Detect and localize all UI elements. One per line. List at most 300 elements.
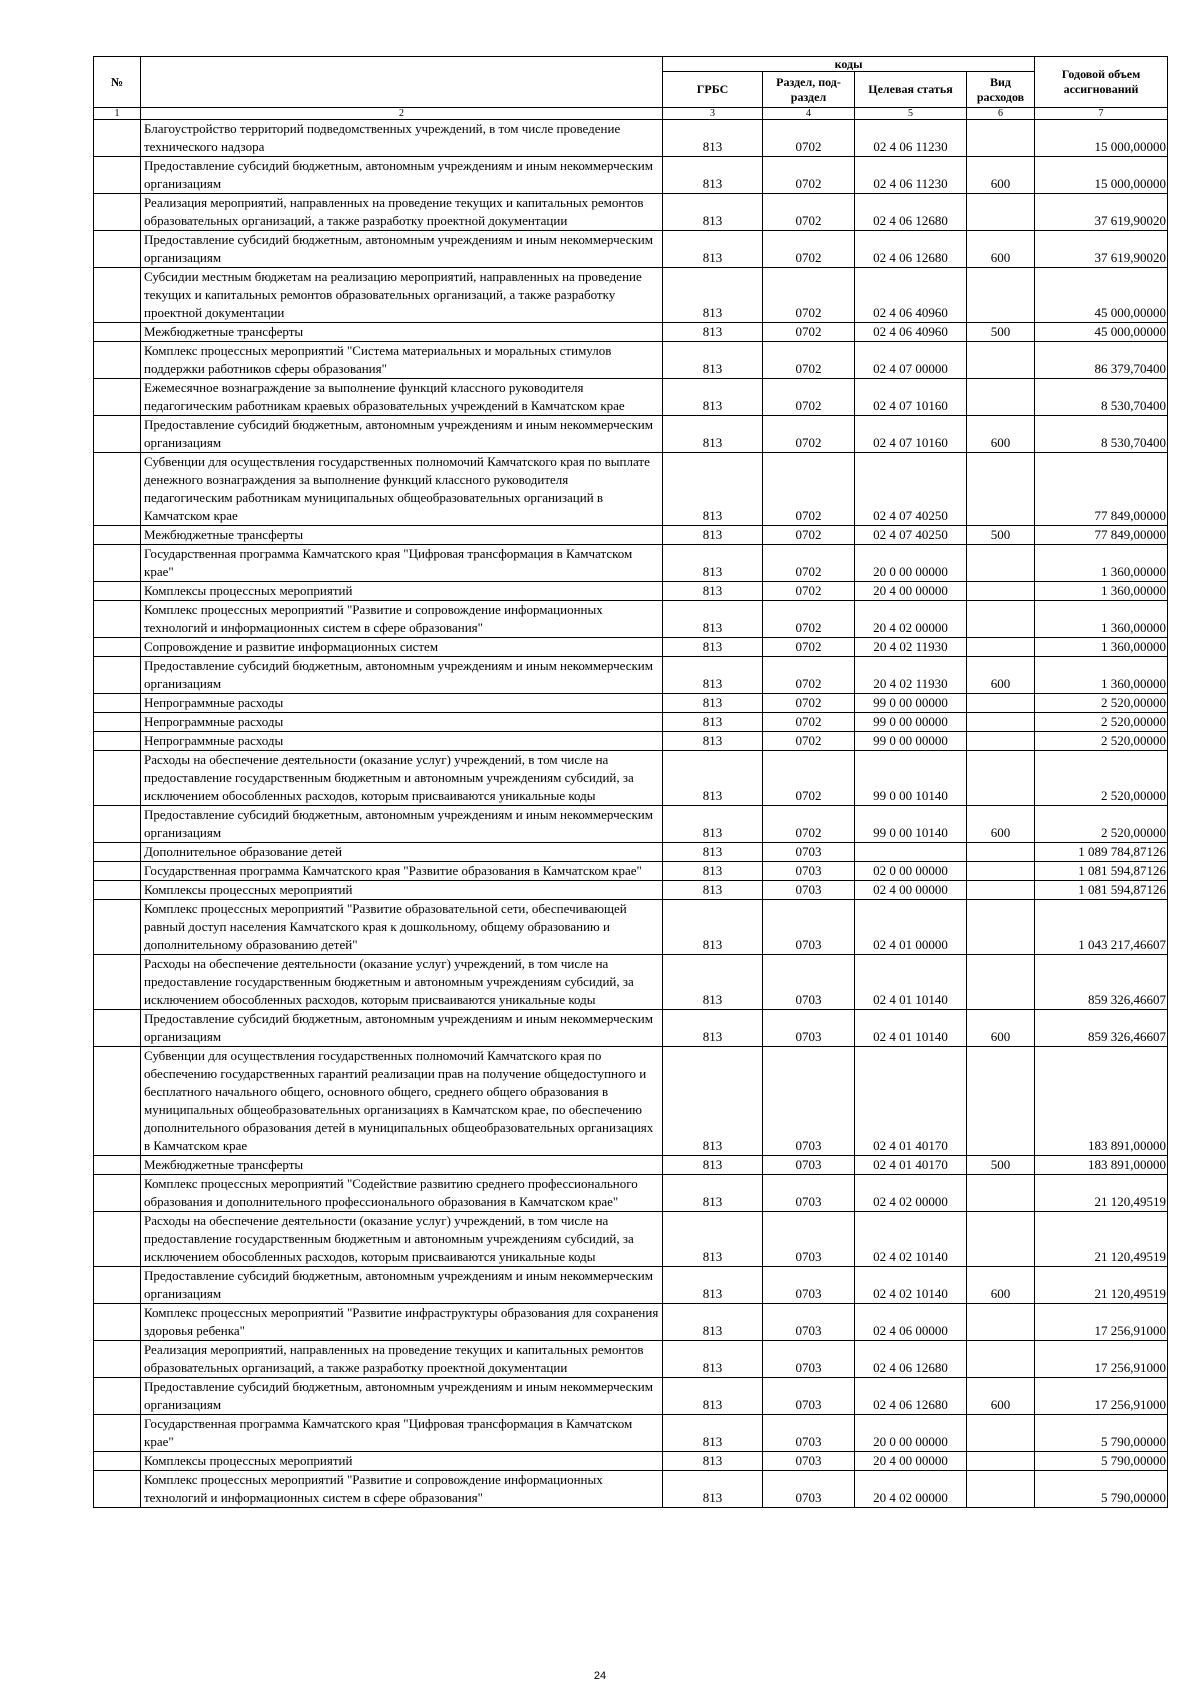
target-code: 02 4 01 00000 [855,900,967,955]
row-name: Государственная программа Камчатского края "Цифровая трансформация в Камчатском крае" [141,545,663,582]
grbs-code: 813 [663,416,763,453]
section-code: 0703 [763,1471,855,1508]
section-code: 0703 [763,862,855,881]
target-code [855,843,967,862]
expense-kind [967,751,1035,806]
annual-volume: 37 619,90020 [1035,231,1168,268]
expense-kind [967,1415,1035,1452]
grbs-code: 813 [663,1304,763,1341]
row-number-cell [94,1304,141,1341]
grbs-code: 813 [663,732,763,751]
section-code: 0703 [763,1010,855,1047]
grbs-code: 813 [663,545,763,582]
table-row [94,806,1168,843]
row-number-cell [94,342,141,379]
target-code: 20 4 02 00000 [855,601,967,638]
expense-kind [967,601,1035,638]
row-name: Предоставление субсидий бюджетным, автономным учреждениям и иным некоммерческим организациям [141,1267,663,1304]
row-number-cell [94,231,141,268]
target-code: 02 4 06 12680 [855,231,967,268]
grbs-code: 813 [663,1156,763,1175]
grbs-code: 813 [663,157,763,194]
annual-volume: 45 000,00000 [1035,268,1168,323]
table-row [94,416,1168,453]
section-code: 0703 [763,1212,855,1267]
expense-kind [967,1452,1035,1471]
target-code: 02 4 07 00000 [855,342,967,379]
expense-kind: 600 [967,657,1035,694]
row-name: Государственная программа Камчатского края "Развитие образования в Камчатском крае" [141,862,663,881]
row-number-cell [94,545,141,582]
expense-kind [967,120,1035,157]
row-name: Предоставление субсидий бюджетным, автономным учреждениям и иным некоммерческим организациям [141,1010,663,1047]
section-code: 0702 [763,268,855,323]
row-number-cell [94,1378,141,1415]
row-name: Комплекс процессных мероприятий "Развитие и сопровождение информационных технологий и информационных систем в сфере образования" [141,1471,663,1508]
budget-table-sheet [93,56,1167,1508]
row-name: Непрограммные расходы [141,694,663,713]
section-code: 0702 [763,732,855,751]
table-row [94,955,1168,1010]
row-name: Благоустройство территорий подведомственных учреждений, в том числе проведение технического надзора [141,120,663,157]
row-name: Предоставление субсидий бюджетным, автономным учреждениям и иным некоммерческим организациям [141,157,663,194]
section-code: 0702 [763,601,855,638]
grbs-code: 813 [663,751,763,806]
annual-volume: 8 530,70400 [1035,379,1168,416]
grbs-code: 813 [663,342,763,379]
row-name: Предоставление субсидий бюджетным, автономным учреждениям и иным некоммерческим организациям [141,657,663,694]
row-name: Комплексы процессных мероприятий [141,881,663,900]
table-row [94,545,1168,582]
annual-volume: 2 520,00000 [1035,751,1168,806]
grbs-code: 813 [663,526,763,545]
target-code: 02 4 01 40170 [855,1047,967,1156]
section-code: 0702 [763,545,855,582]
grbs-code: 813 [663,900,763,955]
table-row [94,194,1168,231]
target-code: 02 4 02 10140 [855,1267,967,1304]
expense-kind [967,1047,1035,1156]
expense-kind [967,342,1035,379]
row-name: Государственная программа Камчатского края "Цифровая трансформация в Камчатском крае" [141,1415,663,1452]
expense-kind [967,582,1035,601]
table-row [94,268,1168,323]
table-row [94,1471,1168,1508]
row-number-cell [94,881,141,900]
expense-kind [967,713,1035,732]
section-code: 0702 [763,638,855,657]
table-row [94,1267,1168,1304]
expense-kind: 500 [967,1156,1035,1175]
table-row [94,453,1168,526]
row-number-cell [94,751,141,806]
expense-kind [967,379,1035,416]
table-row [94,1212,1168,1267]
expense-kind [967,194,1035,231]
table-row [94,732,1168,751]
annual-volume: 8 530,70400 [1035,416,1168,453]
target-code: 20 0 00 00000 [855,545,967,582]
grbs-code: 813 [663,1010,763,1047]
header-codes: коды [663,57,1035,72]
grbs-code: 813 [663,806,763,843]
section-code: 0703 [763,1156,855,1175]
grbs-code: 813 [663,582,763,601]
target-code: 02 4 06 40960 [855,268,967,323]
table-row [94,601,1168,638]
table-row [94,342,1168,379]
annual-volume: 859 326,46607 [1035,955,1168,1010]
table-row [94,1304,1168,1341]
row-number-cell [94,1267,141,1304]
column-number-5: 5 [855,108,967,120]
section-code: 0703 [763,1341,855,1378]
target-code: 02 4 06 00000 [855,1304,967,1341]
table-row [94,231,1168,268]
target-code: 02 4 06 40960 [855,323,967,342]
grbs-code: 813 [663,194,763,231]
grbs-code: 813 [663,694,763,713]
annual-volume: 5 790,00000 [1035,1415,1168,1452]
header-section: Раздел, под-раздел [763,72,855,108]
table-row [94,526,1168,545]
header-num: № [94,57,141,108]
section-code: 0702 [763,806,855,843]
grbs-code: 813 [663,268,763,323]
expense-kind [967,862,1035,881]
annual-volume: 77 849,00000 [1035,453,1168,526]
target-code: 02 0 00 00000 [855,862,967,881]
annual-volume: 17 256,91000 [1035,1341,1168,1378]
grbs-code: 813 [663,713,763,732]
row-name: Межбюджетные трансферты [141,1156,663,1175]
annual-volume: 1 081 594,87126 [1035,862,1168,881]
expense-kind [967,1304,1035,1341]
table-row [94,1047,1168,1156]
target-code: 02 4 07 40250 [855,453,967,526]
header-volume: Годовой объем ассигнований [1035,57,1168,108]
annual-volume: 1 360,00000 [1035,601,1168,638]
row-number-cell [94,120,141,157]
table-row [94,638,1168,657]
section-code: 0702 [763,120,855,157]
expense-kind [967,732,1035,751]
target-code: 99 0 00 00000 [855,732,967,751]
row-number-cell [94,1452,141,1471]
grbs-code: 813 [663,1047,763,1156]
grbs-code: 813 [663,453,763,526]
row-number-cell [94,694,141,713]
table-row [94,323,1168,342]
expense-kind: 600 [967,1010,1035,1047]
section-code: 0702 [763,582,855,601]
expense-kind [967,545,1035,582]
row-number-cell [94,1341,141,1378]
grbs-code: 813 [663,1212,763,1267]
header-name [141,57,663,108]
section-code: 0703 [763,1304,855,1341]
annual-volume: 37 619,90020 [1035,194,1168,231]
row-number-cell [94,843,141,862]
section-code: 0702 [763,694,855,713]
annual-volume: 1 081 594,87126 [1035,881,1168,900]
section-code: 0702 [763,416,855,453]
target-code: 20 4 02 11930 [855,657,967,694]
row-name: Предоставление субсидий бюджетным, автономным учреждениям и иным некоммерческим организациям [141,806,663,843]
expense-kind [967,268,1035,323]
section-code: 0703 [763,1267,855,1304]
row-name: Предоставление субсидий бюджетным, автономным учреждениям и иным некоммерческим организациям [141,1378,663,1415]
row-name: Предоставление субсидий бюджетным, автономным учреждениям и иным некоммерческим организациям [141,231,663,268]
row-number-cell [94,416,141,453]
row-number-cell [94,657,141,694]
section-code: 0702 [763,194,855,231]
expense-kind: 600 [967,231,1035,268]
budget-allocation-table [93,56,1168,1508]
section-code: 0703 [763,1175,855,1212]
target-code: 02 4 06 12680 [855,1378,967,1415]
expense-kind [967,1471,1035,1508]
annual-volume: 21 120,49519 [1035,1212,1168,1267]
header-target: Целевая статья [855,72,967,108]
section-code: 0702 [763,657,855,694]
row-number-cell [94,582,141,601]
column-number-row [94,108,1168,120]
row-name: Расходы на обеспечение деятельности (оказание услуг) учреждений, в том числе на предоставление государственным бюджетным и автономным учреждениям субсидий, за исключением обособленных расходов, которым присваиваются уникальные коды [141,1212,663,1267]
row-number-cell [94,157,141,194]
table-row [94,657,1168,694]
expense-kind: 600 [967,806,1035,843]
grbs-code: 813 [663,657,763,694]
target-code: 99 0 00 00000 [855,694,967,713]
target-code: 02 4 01 10140 [855,1010,967,1047]
row-number-cell [94,713,141,732]
annual-volume: 17 256,91000 [1035,1304,1168,1341]
target-code: 20 4 02 11930 [855,638,967,657]
target-code: 20 0 00 00000 [855,1415,967,1452]
annual-volume: 1 043 217,46607 [1035,900,1168,955]
annual-volume: 1 360,00000 [1035,657,1168,694]
column-number-6: 6 [967,108,1035,120]
row-name: Дополнительное образование детей [141,843,663,862]
row-name: Реализация мероприятий, направленных на проведение текущих и капитальных ремонтов образовательных организаций, а также разработку проектной документации [141,1341,663,1378]
table-row [94,694,1168,713]
target-code: 02 4 07 40250 [855,526,967,545]
section-code: 0702 [763,453,855,526]
row-number-cell [94,194,141,231]
grbs-code: 813 [663,379,763,416]
section-code: 0702 [763,526,855,545]
section-code: 0702 [763,157,855,194]
annual-volume: 1 360,00000 [1035,545,1168,582]
expense-kind: 600 [967,416,1035,453]
annual-volume: 15 000,00000 [1035,120,1168,157]
table-row [94,843,1168,862]
section-code: 0702 [763,342,855,379]
row-name: Непрограммные расходы [141,732,663,751]
annual-volume: 15 000,00000 [1035,157,1168,194]
expense-kind: 600 [967,157,1035,194]
row-number-cell [94,323,141,342]
table-row [94,1156,1168,1175]
row-number-cell [94,1175,141,1212]
target-code: 02 4 00 00000 [855,881,967,900]
column-number-4: 4 [763,108,855,120]
target-code: 02 4 02 10140 [855,1212,967,1267]
row-name: Расходы на обеспечение деятельности (оказание услуг) учреждений, в том числе на предоставление государственным бюджетным и автономным учреждениям субсидий, за исключением обособленных расходов, которым присваиваются уникальные коды [141,751,663,806]
row-number-cell [94,732,141,751]
header-kind: Вид расходов [967,72,1035,108]
row-name: Расходы на обеспечение деятельности (оказание услуг) учреждений, в том числе на предоставление государственным бюджетным и автономным учреждениям субсидий, за исключением обособленных расходов, которым присваиваются уникальные коды [141,955,663,1010]
row-name: Непрограммные расходы [141,713,663,732]
expense-kind: 600 [967,1267,1035,1304]
expense-kind [967,1212,1035,1267]
expense-kind [967,900,1035,955]
column-number-2: 2 [141,108,663,120]
annual-volume: 183 891,00000 [1035,1047,1168,1156]
section-code: 0703 [763,881,855,900]
grbs-code: 813 [663,1267,763,1304]
grbs-code: 813 [663,1471,763,1508]
row-number-cell [94,1047,141,1156]
section-code: 0702 [763,323,855,342]
section-code: 0703 [763,1378,855,1415]
grbs-code: 813 [663,1341,763,1378]
annual-volume: 1 360,00000 [1035,638,1168,657]
row-name: Субсидии местным бюджетам на реализацию мероприятий, направленных на проведение текущих и капитальных ремонтов образовательных организаций, а также разработку проектной документации [141,268,663,323]
section-code: 0703 [763,955,855,1010]
target-code: 02 4 06 11230 [855,157,967,194]
grbs-code: 813 [663,843,763,862]
table-row [94,862,1168,881]
row-name: Комплекс процессных мероприятий "Развитие и сопровождение информационных технологий и информационных систем в сфере образования" [141,601,663,638]
grbs-code: 813 [663,120,763,157]
row-name: Межбюджетные трансферты [141,323,663,342]
header-grbs: ГРБС [663,72,763,108]
expense-kind [967,843,1035,862]
annual-volume: 77 849,00000 [1035,526,1168,545]
target-code: 99 0 00 10140 [855,806,967,843]
grbs-code: 813 [663,323,763,342]
target-code: 02 4 01 40170 [855,1156,967,1175]
row-name: Предоставление субсидий бюджетным, автономным учреждениям и иным некоммерческим организациям [141,416,663,453]
grbs-code: 813 [663,1415,763,1452]
row-name: Комплексы процессных мероприятий [141,1452,663,1471]
table-row [94,1175,1168,1212]
page-number: 24 [593,1670,607,1682]
target-code: 02 4 02 00000 [855,1175,967,1212]
target-code: 02 4 06 11230 [855,120,967,157]
section-code: 0702 [763,379,855,416]
section-code: 0703 [763,843,855,862]
section-code: 0703 [763,1452,855,1471]
row-name: Комплексы процессных мероприятий [141,582,663,601]
annual-volume: 2 520,00000 [1035,806,1168,843]
row-number-cell [94,1471,141,1508]
target-code: 20 4 00 00000 [855,1452,967,1471]
annual-volume: 86 379,70400 [1035,342,1168,379]
target-code: 99 0 00 10140 [855,751,967,806]
target-code: 02 4 01 10140 [855,955,967,1010]
section-code: 0702 [763,231,855,268]
section-code: 0702 [763,751,855,806]
row-name: Комплекс процессных мероприятий "Развитие инфраструктуры образования для сохранения здоровья ребенка" [141,1304,663,1341]
target-code: 02 4 07 10160 [855,379,967,416]
row-name: Межбюджетные трансферты [141,526,663,545]
table-row [94,1341,1168,1378]
grbs-code: 813 [663,881,763,900]
grbs-code: 813 [663,862,763,881]
table-row [94,900,1168,955]
column-number-1: 1 [94,108,141,120]
target-code: 99 0 00 00000 [855,713,967,732]
row-name: Сопровождение и развитие информационных систем [141,638,663,657]
row-number-cell [94,379,141,416]
expense-kind [967,881,1035,900]
section-code: 0703 [763,1415,855,1452]
expense-kind: 600 [967,1378,1035,1415]
section-code: 0702 [763,713,855,732]
annual-volume: 1 360,00000 [1035,582,1168,601]
target-code: 02 4 07 10160 [855,416,967,453]
table-row [94,120,1168,157]
table-row [94,157,1168,194]
grbs-code: 813 [663,1378,763,1415]
annual-volume: 2 520,00000 [1035,694,1168,713]
expense-kind [967,955,1035,1010]
table-body [94,120,1168,1508]
annual-volume: 21 120,49519 [1035,1175,1168,1212]
table-row [94,1010,1168,1047]
grbs-code: 813 [663,231,763,268]
row-number-cell [94,862,141,881]
row-number-cell [94,1415,141,1452]
row-number-cell [94,526,141,545]
annual-volume: 45 000,00000 [1035,323,1168,342]
row-number-cell [94,1212,141,1267]
row-number-cell [94,268,141,323]
grbs-code: 813 [663,1175,763,1212]
annual-volume: 1 089 784,87126 [1035,843,1168,862]
row-name: Комплекс процессных мероприятий "Развитие образовательной сети, обеспечивающей равный доступ населения Камчатского края к дошкольному, общему образованию и дополнительному образованию детей" [141,900,663,955]
row-name: Ежемесячное вознаграждение за выполнение функций классного руководителя педагогическим работникам краевых образовательных учреждений в Камчатском крае [141,379,663,416]
expense-kind [967,453,1035,526]
table-row [94,379,1168,416]
annual-volume: 2 520,00000 [1035,713,1168,732]
expense-kind [967,1341,1035,1378]
table-row [94,751,1168,806]
row-number-cell [94,601,141,638]
row-name: Субвенции для осуществления государственных полномочий Камчатского края по обеспечению государственных гарантий реализации прав на получение общедоступного и бесплатного начального общего, основного общего, среднего общего образования в муниципальных общеобразовательных организациях в Камчатском крае, по обеспечению дополнительного образования детей в муниципальных общеобразовательных организациях в Камчатском крае [141,1047,663,1156]
row-name: Реализация мероприятий, направленных на проведение текущих и капитальных ремонтов образовательных организаций, а также разработку проектной документации [141,194,663,231]
section-code: 0703 [763,900,855,955]
section-code: 0703 [763,1047,855,1156]
row-number-cell [94,1156,141,1175]
annual-volume: 21 120,49519 [1035,1267,1168,1304]
expense-kind [967,694,1035,713]
annual-volume: 183 891,00000 [1035,1156,1168,1175]
annual-volume: 859 326,46607 [1035,1010,1168,1047]
row-number-cell [94,638,141,657]
table-row [94,1378,1168,1415]
expense-kind: 500 [967,526,1035,545]
annual-volume: 17 256,91000 [1035,1378,1168,1415]
expense-kind: 500 [967,323,1035,342]
expense-kind [967,638,1035,657]
annual-volume: 5 790,00000 [1035,1452,1168,1471]
row-name: Комплекс процессных мероприятий "Содействие развитию среднего профессионального образования и дополнительного профессионального образования в Камчатском крае" [141,1175,663,1212]
target-code: 20 4 02 00000 [855,1471,967,1508]
